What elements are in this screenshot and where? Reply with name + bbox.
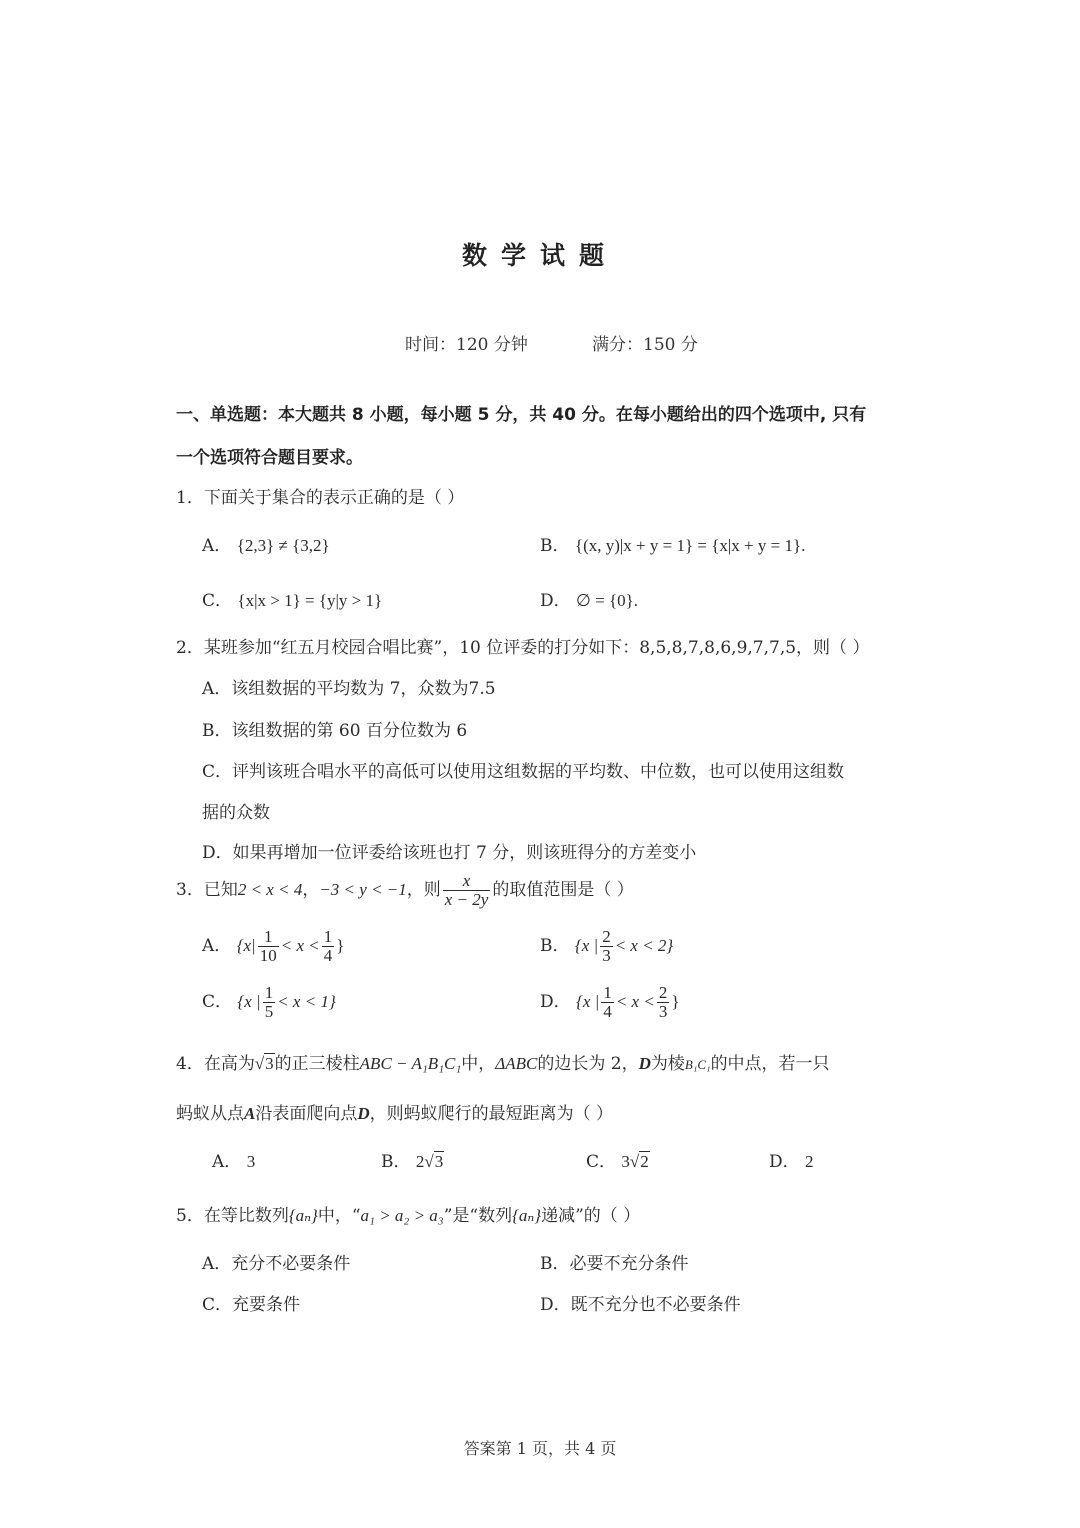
triangle-name: ΔABC bbox=[495, 1054, 538, 1073]
q4-option-a[interactable] bbox=[212, 1147, 255, 1172]
q1-option-d[interactable] bbox=[540, 586, 638, 611]
q5-option-b[interactable] bbox=[540, 1249, 689, 1274]
question-number: 2． bbox=[176, 638, 204, 658]
option-label: A． bbox=[202, 679, 232, 699]
option-text: {x|x > 1} = {y|y > 1} bbox=[237, 591, 383, 610]
question-number: 4． bbox=[176, 1054, 204, 1074]
option-label: A． bbox=[202, 935, 232, 956]
full-score: 满分：150 分 bbox=[592, 335, 698, 355]
denominator: 3 bbox=[658, 1001, 668, 1021]
fraction bbox=[322, 928, 335, 965]
stem-text: 沿表面爬向点 bbox=[255, 1104, 358, 1124]
stem-text: 为棱 bbox=[650, 1054, 685, 1074]
option-text: {(x, y)|x + y = 1} = {x|x + y = 1}. bbox=[574, 536, 806, 555]
option-text: ∅ = {0}. bbox=[576, 591, 639, 610]
fraction bbox=[600, 928, 613, 965]
radicand: 3 bbox=[265, 1054, 274, 1073]
question-number: 1． bbox=[176, 488, 204, 508]
sequence-symbol: {aₙ} bbox=[288, 1206, 318, 1225]
option-label: B． bbox=[540, 536, 570, 556]
denominator: 5 bbox=[264, 1001, 274, 1021]
stem-text: ，则 bbox=[406, 879, 441, 900]
q3-option-a[interactable] bbox=[202, 928, 344, 965]
point-a: A bbox=[244, 1104, 256, 1123]
q1-option-c[interactable] bbox=[202, 586, 382, 611]
option-label: A． bbox=[202, 1254, 232, 1274]
option-label: D． bbox=[540, 991, 571, 1012]
q2-option-c[interactable] bbox=[202, 757, 844, 782]
q5-option-a[interactable] bbox=[202, 1249, 350, 1274]
question-2 bbox=[176, 633, 869, 658]
stem-text: 已知 bbox=[203, 879, 238, 900]
condition-y: −3 < y < −1 bbox=[319, 879, 407, 899]
q3-option-c[interactable] bbox=[202, 984, 336, 1021]
coefficient: 3 bbox=[621, 1152, 630, 1171]
sqrt-expression: 3√2 bbox=[621, 1152, 649, 1171]
sequence-symbol: {aₙ} bbox=[512, 1206, 542, 1225]
q4-option-d[interactable] bbox=[769, 1147, 814, 1172]
option-text: 充分不必要条件 bbox=[231, 1254, 351, 1274]
stem-text: 递减”的（ ） bbox=[541, 1206, 641, 1226]
inequality: < x < 2} bbox=[614, 935, 674, 955]
stem-text: 的正三棱柱 bbox=[274, 1054, 360, 1074]
option-label: C． bbox=[202, 762, 233, 782]
stem-text: 的取值范围是（ ） bbox=[492, 879, 634, 900]
option-label: B． bbox=[540, 935, 570, 956]
set-close: } bbox=[336, 935, 345, 955]
stem-text: 的中点，若一只 bbox=[710, 1054, 830, 1074]
question-4-line2 bbox=[176, 1099, 613, 1124]
option-label: C． bbox=[202, 1295, 233, 1315]
question-number: 3． bbox=[176, 879, 204, 900]
option-text: 2 bbox=[805, 1152, 814, 1171]
option-label: B． bbox=[381, 1152, 411, 1172]
option-text: 该组数据的平均数为 7，众数为7.5 bbox=[231, 679, 496, 699]
q3-option-b[interactable] bbox=[540, 928, 673, 965]
option-label: B． bbox=[540, 1254, 570, 1274]
denominator: x − 2y bbox=[444, 889, 489, 909]
question-number: 5． bbox=[176, 1206, 204, 1226]
q1-option-b[interactable] bbox=[540, 531, 805, 556]
question-5 bbox=[176, 1201, 640, 1226]
denominator: 10 bbox=[259, 945, 277, 965]
option-label: C． bbox=[586, 1152, 617, 1172]
numerator: 1 bbox=[603, 983, 612, 1002]
option-label: C． bbox=[202, 591, 233, 611]
expression-fraction bbox=[443, 872, 491, 909]
point-d: D bbox=[357, 1104, 370, 1123]
stem-text: ，则蚂蚁爬行的最短距离为（ ） bbox=[369, 1104, 614, 1124]
stem-text: 的边长为 2， bbox=[537, 1054, 639, 1074]
point-d: D bbox=[638, 1054, 651, 1073]
stem-text: 在高为 bbox=[203, 1054, 255, 1074]
option-label: D． bbox=[540, 591, 571, 611]
q2-option-c-continued: 据的众数 bbox=[202, 803, 270, 823]
section-heading-line1: 一、单选题：本大题共 8 小题，每小题 5 分，共 40 分。在每小题给出的四个选项中, 只有 bbox=[176, 405, 867, 425]
q4-option-b[interactable] bbox=[381, 1147, 444, 1172]
q5-option-c[interactable] bbox=[202, 1290, 300, 1315]
edge-name: B₁C₁ bbox=[684, 1057, 711, 1072]
condition: a₁ > a₂ > a₃ bbox=[360, 1206, 444, 1225]
stem-text: 中， bbox=[461, 1054, 496, 1074]
q3-option-d[interactable] bbox=[540, 984, 680, 1021]
q2-option-b[interactable] bbox=[202, 716, 467, 741]
set-open: {x | bbox=[237, 991, 261, 1011]
inequality: < x < bbox=[280, 935, 320, 955]
option-label: D． bbox=[202, 843, 233, 863]
stem-text: 中，“ bbox=[317, 1206, 361, 1226]
fraction bbox=[263, 984, 276, 1021]
numerator: 1 bbox=[258, 928, 279, 947]
question-stem: 下面关于集合的表示正确的是（ ） bbox=[203, 488, 465, 508]
q5-option-d[interactable] bbox=[540, 1290, 741, 1315]
numerator: 2 bbox=[658, 983, 668, 1002]
option-text: 如果再增加一位评委给该班也打 7 分，则该班得分的方差变小 bbox=[232, 843, 697, 863]
condition-x: 2 < x < 4 bbox=[237, 879, 303, 899]
inequality: < x < bbox=[615, 991, 655, 1011]
inequality: < x < 1} bbox=[277, 991, 336, 1011]
question-3: 3．已知2 < x < 4，−3 < y < −1，则 $\frac{x}{x - 2y}$ 的取值范围是（ ） bbox=[176, 871, 634, 909]
option-text: 该组数据的第 60 百分位数为 6 bbox=[231, 721, 468, 741]
denominator: 4 bbox=[323, 945, 333, 965]
set-open: {x | bbox=[574, 935, 599, 955]
option-label: C． bbox=[202, 991, 233, 1012]
sqrt-expression: 2√3 bbox=[415, 1152, 444, 1171]
coefficient: 2 bbox=[415, 1152, 425, 1171]
fraction bbox=[657, 984, 670, 1021]
denominator: 3 bbox=[602, 945, 611, 965]
denominator: 4 bbox=[603, 1001, 612, 1021]
fraction bbox=[601, 984, 614, 1021]
radicand: 3 bbox=[434, 1152, 444, 1171]
option-text: 必要不充分条件 bbox=[569, 1254, 689, 1274]
section-heading-line2: 一个选项符合题目要求。 bbox=[176, 448, 363, 468]
option-text: 3 bbox=[246, 1152, 256, 1171]
fraction bbox=[258, 928, 279, 965]
numerator: 1 bbox=[323, 927, 333, 946]
stem-text: ”是“数列 bbox=[443, 1206, 513, 1226]
option-text: 充要条件 bbox=[232, 1295, 301, 1315]
option-text: {2,3} ≠ {3,2} bbox=[236, 536, 330, 555]
option-text: 既不充分也不必要条件 bbox=[570, 1295, 741, 1315]
option-label: D． bbox=[769, 1152, 800, 1172]
sqrt-expression: √3 bbox=[254, 1054, 274, 1073]
set-open: {x| bbox=[236, 935, 256, 955]
q2-option-d[interactable] bbox=[202, 838, 696, 863]
q1-option-a[interactable] bbox=[202, 531, 330, 556]
numerator: x bbox=[443, 872, 491, 891]
option-label: B． bbox=[202, 721, 232, 741]
stem-text: 蚂蚁从点 bbox=[176, 1104, 244, 1124]
question-1 bbox=[176, 483, 464, 508]
page-title: 数学试题 bbox=[461, 241, 618, 270]
prism-name: ABC − A₁B₁C₁ bbox=[359, 1054, 462, 1073]
time-limit: 时间：120 分钟 bbox=[405, 335, 528, 355]
q4-option-c[interactable] bbox=[586, 1147, 650, 1172]
option-label: A． bbox=[212, 1152, 242, 1172]
numerator: 1 bbox=[264, 983, 274, 1002]
numerator: 2 bbox=[602, 927, 611, 946]
set-open: {x | bbox=[576, 991, 600, 1011]
option-label: D． bbox=[540, 1295, 571, 1315]
question-stem: 某班参加“红五月校园合唱比赛”，10 位评委的打分如下：8,5,8,7,8,6,9,7,7,5，则（ ） bbox=[203, 638, 870, 658]
stem-text: 在等比数列 bbox=[203, 1206, 289, 1226]
radicand: 2 bbox=[640, 1152, 649, 1171]
set-close: } bbox=[671, 991, 680, 1011]
option-label: A． bbox=[202, 536, 232, 556]
page-footer: 答案第 1 页，共 4 页 bbox=[463, 1439, 617, 1458]
question-4 bbox=[176, 1049, 830, 1074]
option-text: 评判该班合唱水平的高低可以使用这组数据的平均数、中位数，也可以使用这组数 bbox=[232, 762, 845, 782]
q2-option-a[interactable] bbox=[202, 674, 496, 699]
